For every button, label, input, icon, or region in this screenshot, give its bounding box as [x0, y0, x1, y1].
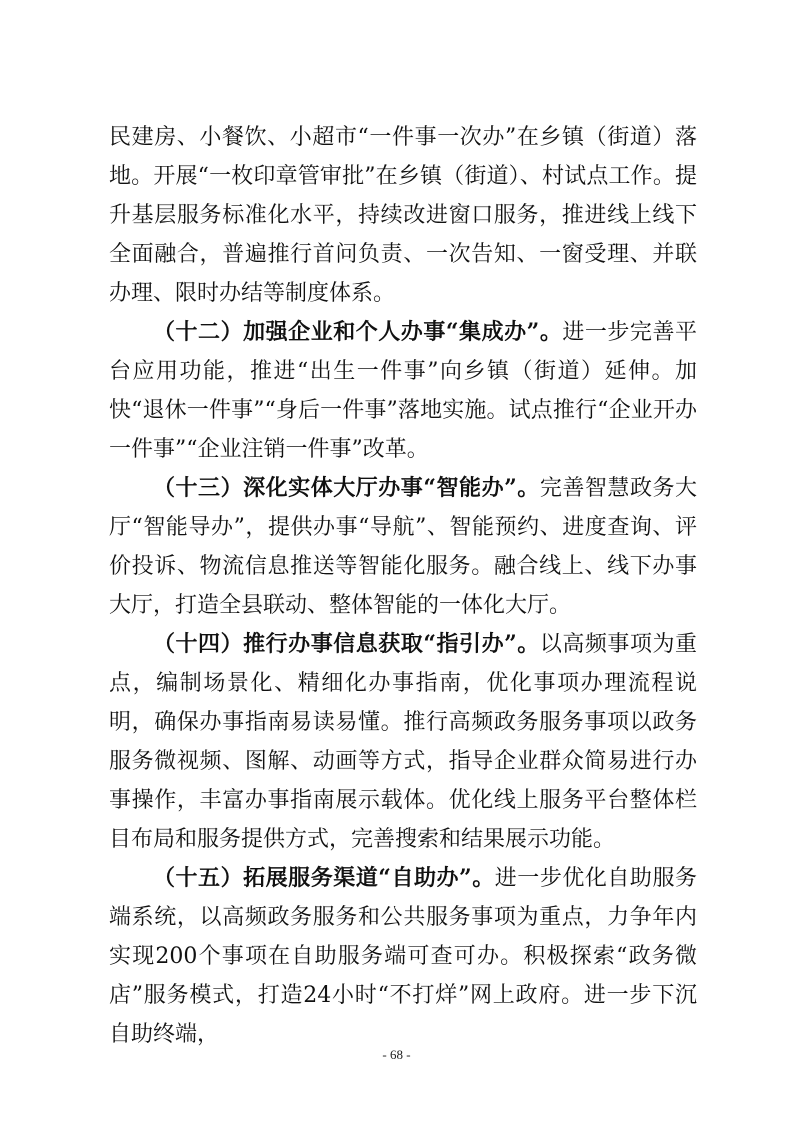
- paragraph-heading: （十三）深化实体大厅办事“智能办”。: [153, 475, 540, 501]
- paragraph-text: 完善智慧政务大厅“智能导办”，提供办事“导航”、智能预约、进度查询、评价投诉、物流信息推送等智能化服务。融合线上、线下办事大厅，打造全县联动、整体智能的一体化大厅。: [109, 476, 697, 618]
- paragraph-item-12: [109, 313, 697, 469]
- paragraph-item-14: [109, 625, 697, 859]
- paragraph-item-15: [109, 859, 697, 1054]
- page-number: - 68 -: [382, 1047, 411, 1062]
- paragraph-heading: （十二）加强企业和个人办事“集成办”。: [153, 319, 563, 345]
- paragraph-text: 进一步完善平台应用功能，推进“出生一件事”向乡镇（街道）延伸。加快“退休一件事”“身后一件事”落地实施。试点推行“企业开办一件事”“企业注销一件事”改革。: [109, 320, 697, 462]
- paragraph-text: 以高频事项为重点，编制场景化、精细化办事指南，优化事项办理流程说明，确保办事指南易读易懂。推行高频政务服务事项以政务服务微视频、图解、动画等方式，指导企业群众简易进行办事操作，丰富办事指南展示载体。优化线上服务平台整体栏目布局和服务提供方式，完善搜索和结果展示功能。: [109, 632, 697, 852]
- paragraph-item-13: [109, 469, 697, 625]
- paragraph-text: 进一步优化自助服务端系统，以高频政务服务和公共服务事项为重点，力争年内实现200个事项在自助服务端可查可办。积极探索“政务微店”服务模式，打造24小时“不打烊”网上政府。进一步下沉自助终端，: [109, 866, 697, 1047]
- paragraph-text: 民建房、小餐饮、小超市“一件事一次办”在乡镇（街道）落地。开展“一枚印章管审批”在乡镇（街道）、村试点工作。提升基层服务标准化水平，持续改进窗口服务，推进线上线下全面融合，普遍推行首问负责、一次告知、一窗受理、并联办理、限时办结等制度体系。: [109, 125, 697, 306]
- document-body: [109, 118, 697, 1054]
- paragraph-continued: [109, 118, 697, 313]
- paragraph-heading: （十五）拓展服务渠道“自助办”。: [153, 865, 495, 891]
- paragraph-heading: （十四）推行办事信息获取“指引办”。: [153, 631, 540, 657]
